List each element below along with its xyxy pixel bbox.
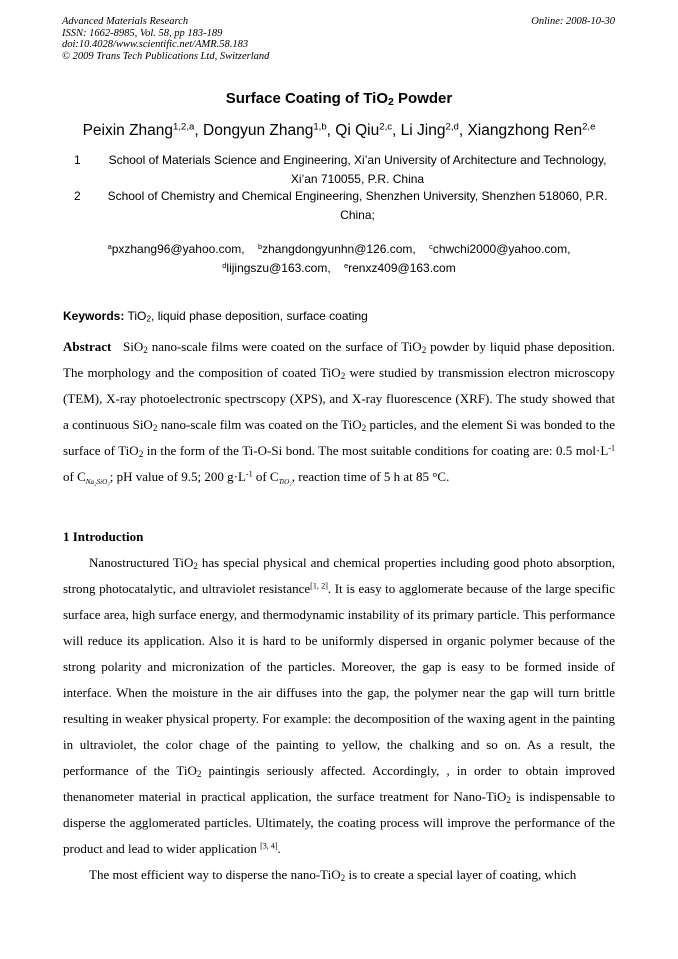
email-link: lijingszu@163.com, (226, 260, 331, 275)
paragraph: Nanostructured TiO$_2$ has special physical and chemical properties including good photo absorption, strong photocatalytic, and ultraviolet resistance[1, 2]. It is easy to agglomerate because of the large specific surface area, high surface energy, and thermodynamic instability of its primary particle. This performance will reduce its application. Also it is hard to be uniformly dispersed in organic polymer because of the strong polarity and micronization of the particles. Moreover, the gap is easy to be formed inside of interface. When the moisture in the air diffuses into the gap, the polymer near the gap will turn brittle resulting in weaker physical property. For example: the decomposition of the waxing agent in the painting in ultraviolet, the color chage of the painting to yellow, the chalking and so on. As a result, the performance of the TiO$_2$ paintingis seriously affected. Accordingly, , in order to obtain improved thenanometer material in practical application, the surface treatment for Nano-TiO$_2$ is indispensable to disperse the agglomerated particles. Ultimately, the coating process will improve the performance of the product and lead to wider application [3, 4]. (63, 555, 616, 856)
email-link: renxz409@163.com (348, 260, 456, 275)
section-heading: 1 Introduction (63, 529, 144, 544)
affiliation-2: 2 School of Chemistry and Chemical Engineering, Shenzhen University, Shenzhen 518060, P.R. China; (74, 189, 608, 222)
author: Xiangzhong Ren (467, 122, 583, 139)
paragraph: The most efficient way to disperse the nano-TiO$_2$ is to create a special layer of coating, which (89, 867, 577, 883)
citation: [3, 4] (260, 841, 278, 851)
abstract-label: Abstract (63, 339, 112, 354)
author: Peixin Zhang (82, 122, 174, 139)
email-link: zhangdongyunhn@126.com, (262, 242, 416, 256)
journal-header (62, 16, 269, 62)
author: Dongyun Zhang (203, 122, 314, 139)
author: Li Jing (400, 122, 446, 139)
email-list: $^a$pxzhang96@yahoo.com, $^b$zhangdongyunhn@126.com, $^c$chwchi2000@yahoo.com, $^d$lijingszu@163.com, $^e$renxz409@163.com (107, 241, 571, 275)
issn-line: ISSN: 1662-8985, Vol. 58, pp 183-189 (62, 27, 223, 39)
introduction-text (63, 550, 615, 888)
copyright-line: © 2009 Trans Tech Publications Ltd, Switzerland (62, 50, 270, 62)
author: Qi Qiu (335, 122, 380, 139)
abstract: Abstract SiO$_2$ nano-scale films were coated on the surface of TiO$_2$ powder by liquid phase deposition. The morphology and the composition of coated TiO$_2$ were studied by transmission electron microscopy (TEM), X-ray photoelectronic spectrscopy (XPS), and X-ray fluorescence (XRF). The study showed that a continuous SiO$_2$ nano-scale film was coated on the TiO$_2$ particles, and the element Si was bonded to the surface of TiO$_2$ in the form of the Ti-O-Si bond. The most suitable conditions for coating are: 0.5 $mol\cdot L^{-1}$ of $C_{Na_2SiO_3}$; pH value of 9.5; 200 $g\cdot L^{-1}$ of $C_{TiO_2}$, reaction time of 5 h at 85 °C. (63, 339, 616, 486)
citation: [1, 2] (310, 581, 328, 591)
keywords-label: Keywords: (63, 309, 125, 323)
email-link: pxzhang96@yahoo.com, (111, 242, 245, 256)
journal-name: Advanced Materials Research (62, 16, 189, 27)
affiliation-1: 1 School of Materials Science and Engineering, Xi’an University of Architecture and Technology, Xi’an 710055, P.R. China (74, 153, 607, 186)
author-list: Peixin Zhang$^{1,2,a}$, Dongyun Zhang$^{1,b}$, Qi Qiu$^{2,c}$, Li Jing$^{2,d}$, Xiangzhong Ren$^{2,e}$ (82, 121, 596, 139)
doi-line: doi:10.4028/www.scientific.net/AMR.58.183 (62, 39, 249, 50)
keywords: Keywords: TiO$_2$, liquid phase deposition, surface coating (63, 309, 368, 324)
email-link: chwchi2000@yahoo.com, (432, 242, 571, 256)
online-date: Online: 2008-10-30 (531, 16, 615, 27)
paper-title: Surface Coating of TiO$_2$ Powder (225, 90, 453, 109)
